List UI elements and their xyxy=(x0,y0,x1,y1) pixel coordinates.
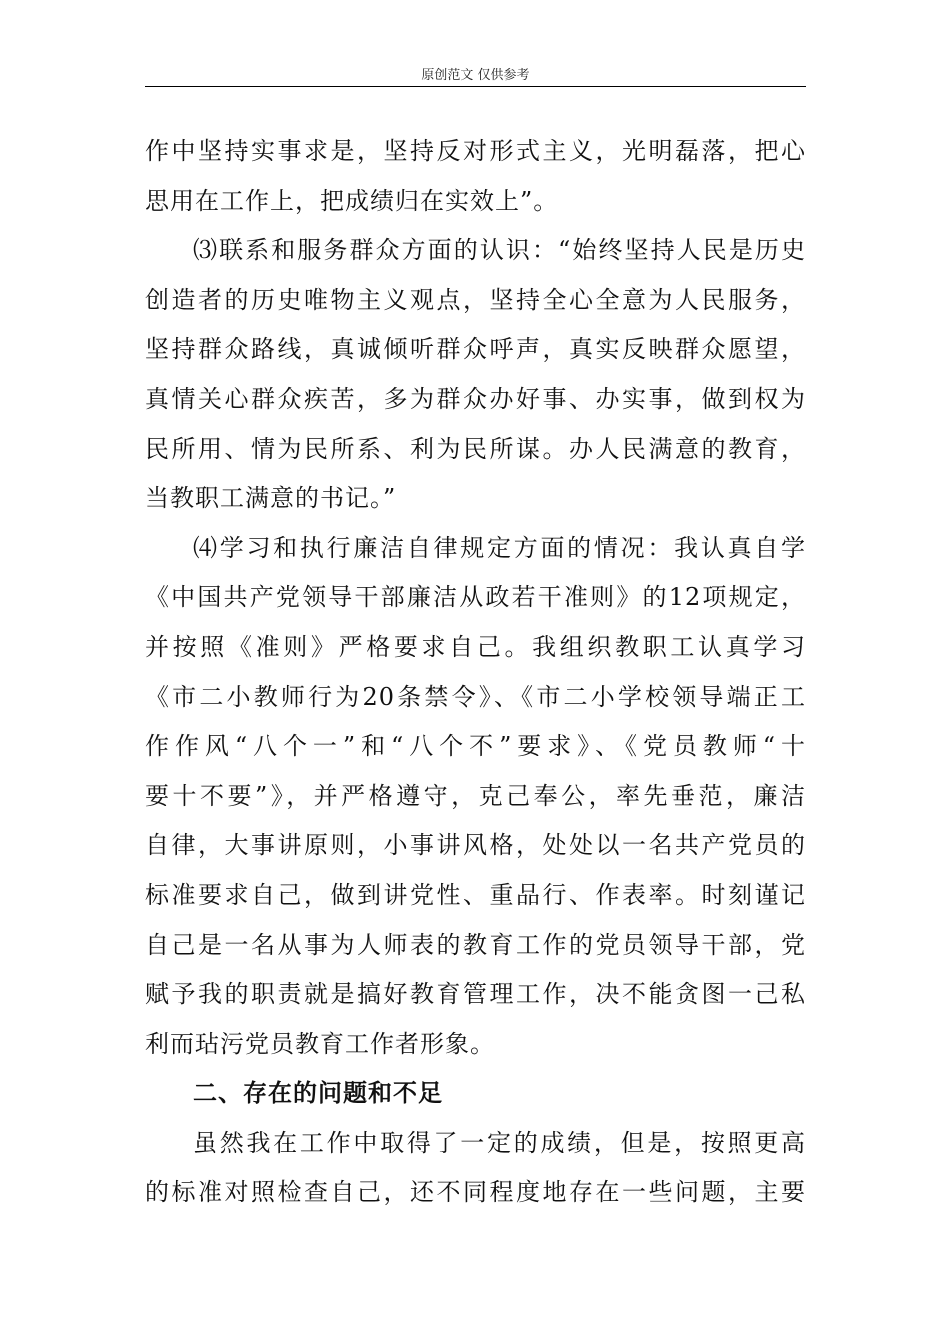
text-line: 作作风“八个一”和“八个不”要求》、《党员教师“十 xyxy=(145,732,806,761)
text-line: 创造者的历史唯物主义观点，坚持全心全意为人民服务， xyxy=(145,285,806,314)
text-line: 真情关心群众疾苦，多为群众办好事、办实事，做到权为 xyxy=(145,384,806,413)
text-line: 并按照《准则》严格要求自己。我组织教职工认真学习 xyxy=(145,632,806,661)
text-line: 标准要求自己，做到讲党性、重品行、作表率。时刻谨记 xyxy=(145,880,806,909)
text-line: 赋予我的职责就是搞好教育管理工作，决不能贪图一己私 xyxy=(145,980,806,1009)
page-header: 原创范文 仅供参考 xyxy=(421,68,530,83)
text-line: 民所用、情为民所系、利为民所谋。办人民满意的教育， xyxy=(145,434,806,463)
text-line: 虽然我在工作中取得了一定的成绩，但是，按照更高 xyxy=(193,1128,806,1157)
text-line: 坚持群众路线，真诚倾听群众呼声，真实反映群众愿望， xyxy=(145,335,806,364)
text-line: 自己是一名从事为人师表的教育工作的党员领导干部，党 xyxy=(145,930,806,959)
text-line: 的标准对照检查自己，还不同程度地存在一些问题，主要 xyxy=(145,1178,806,1207)
text-line: 自律，大事讲原则，小事讲风格，处处以一名共产党员的 xyxy=(145,831,806,860)
document-body xyxy=(145,127,806,1218)
text-line: 《中国共产党领导干部廉洁从政若干准则》的12项规定， xyxy=(145,583,806,612)
text-line: 当教职工满意的书记。” xyxy=(145,484,397,513)
text-line: ⑶联系和服务群众方面的认识：“始终坚持人民是历史 xyxy=(193,236,806,265)
header-divider xyxy=(145,86,806,87)
text-line: 利而玷污党员教育工作者形象。 xyxy=(145,1029,495,1058)
text-line: ⑷学习和执行廉洁自律规定方面的情况：我认真自学 xyxy=(193,533,806,562)
text-line: 作中坚持实事求是，坚持反对形式主义，光明磊落，把心 xyxy=(145,137,806,165)
text-line: 《市二小教师行为20条禁令》、《市二小学校领导端正工 xyxy=(145,682,806,711)
section-heading: 二、存在的问题和不足 xyxy=(193,1079,443,1108)
text-line: 思用在工作上，把成绩归在实效上”。 xyxy=(145,186,559,215)
text-line: 要十不要”》，并严格遵守，克己奉公，率先垂范，廉洁 xyxy=(145,781,806,810)
